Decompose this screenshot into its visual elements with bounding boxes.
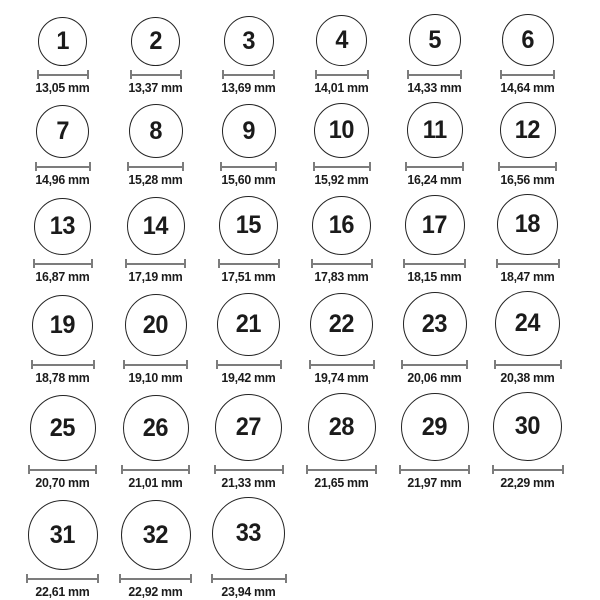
- ring-circle: [34, 198, 91, 255]
- diameter-label: 18,47 mm: [500, 269, 555, 284]
- ring-size-cell: [202, 497, 295, 599]
- dimension-line-bar: [313, 166, 371, 168]
- diameter-label: 14,64 mm: [500, 80, 555, 95]
- ring-size-cell: [109, 17, 202, 95]
- ring-size-cell: [109, 395, 202, 490]
- dimension-line: [28, 465, 97, 474]
- dimension-line: [315, 70, 369, 79]
- ring-circle: [224, 16, 274, 66]
- dimension-line-bar: [315, 74, 369, 76]
- ring-circle: [310, 293, 373, 356]
- ring-size-cell: [388, 393, 481, 490]
- dimension-line: [216, 360, 282, 369]
- dimension-line: [214, 465, 284, 474]
- diameter-label: 18,15 mm: [407, 269, 462, 284]
- dimension-line-bar: [121, 469, 190, 471]
- ring-size-number: 31: [49, 520, 76, 549]
- diameter-label: 15,60 mm: [221, 172, 276, 187]
- ring-size-cell: [481, 291, 574, 385]
- dimension-line: [222, 70, 275, 79]
- dimension-line-bar: [405, 166, 464, 168]
- dimension-line-bar: [214, 469, 284, 471]
- ring-circle: [215, 394, 282, 461]
- dimension-line: [403, 259, 466, 268]
- diameter-label: 19,74 mm: [314, 370, 369, 385]
- ring-size-cell: [481, 102, 574, 187]
- ring-size-row: [16, 392, 600, 490]
- dimension-line: [35, 162, 91, 171]
- ring-size-number: 22: [328, 310, 355, 338]
- dimension-line: [31, 360, 95, 369]
- ring-circle: [403, 292, 467, 356]
- ring-size-cell: [481, 194, 574, 284]
- diameter-label: 15,92 mm: [314, 172, 369, 187]
- ring-circle: [497, 194, 558, 255]
- dimension-line: [211, 574, 287, 583]
- dimension-line: [119, 574, 192, 583]
- dimension-line-bar: [311, 263, 373, 265]
- dimension-line: [492, 465, 564, 474]
- ring-size-cell: [202, 196, 295, 284]
- diameter-label: 21,01 mm: [128, 475, 183, 490]
- ring-circle: [405, 195, 465, 255]
- diameter-label: 20,06 mm: [407, 370, 462, 385]
- ring-circle: [407, 102, 463, 158]
- ring-size-row: [16, 14, 600, 95]
- ring-circle: [127, 197, 185, 255]
- diameter-label: 13,37 mm: [128, 80, 183, 95]
- diameter-label: 17,83 mm: [314, 269, 369, 284]
- diameter-label: 21,65 mm: [314, 475, 369, 490]
- ring-circle: [219, 196, 278, 255]
- ring-circle: [493, 392, 562, 461]
- ring-size-cell: [202, 394, 295, 490]
- ring-size-cell: [295, 293, 388, 385]
- ring-size-number: 7: [56, 117, 69, 145]
- ring-size-number: 17: [421, 210, 448, 239]
- dimension-line-bar: [401, 364, 468, 366]
- ring-size-cell: [388, 195, 481, 284]
- diameter-label: 20,70 mm: [35, 475, 90, 490]
- ring-size-number: 11: [422, 115, 447, 144]
- ring-size-number: 8: [149, 116, 162, 145]
- dimension-line-bar: [216, 364, 282, 366]
- dimension-line: [498, 162, 557, 171]
- ring-size-cell: [16, 105, 109, 187]
- dimension-line: [313, 162, 371, 171]
- dimension-line-bar: [492, 469, 564, 471]
- ring-size-number: 23: [421, 309, 448, 338]
- dimension-line: [407, 70, 462, 79]
- ring-size-cell: [16, 198, 109, 284]
- ring-circle: [28, 500, 98, 570]
- ring-size-cell: [481, 392, 574, 490]
- ring-circle: [121, 500, 191, 570]
- ring-size-number: 25: [49, 413, 76, 442]
- dimension-line-bar: [222, 74, 275, 76]
- ring-size-cell: [109, 104, 202, 187]
- dimension-line-bar: [127, 166, 184, 168]
- diameter-label: 19,10 mm: [128, 370, 183, 385]
- diameter-label: 21,33 mm: [221, 475, 276, 490]
- ring-size-number: 18: [514, 210, 541, 238]
- dimension-line: [130, 70, 182, 79]
- ring-circle: [38, 17, 87, 66]
- ring-circle: [312, 196, 371, 255]
- ring-size-number: 20: [142, 310, 169, 339]
- dimension-line-bar: [403, 263, 466, 265]
- dimension-line: [26, 574, 99, 583]
- dimension-line: [121, 465, 190, 474]
- dimension-line-bar: [407, 74, 462, 76]
- ring-size-cell: [388, 292, 481, 385]
- ring-circle: [316, 15, 367, 66]
- ring-size-cell: [295, 393, 388, 490]
- diameter-label: 16,24 mm: [407, 172, 462, 187]
- diameter-label: 16,87 mm: [35, 269, 90, 284]
- dimension-line-bar: [26, 578, 99, 580]
- diameter-label: 15,28 mm: [128, 172, 183, 187]
- diameter-label: 13,69 mm: [221, 80, 276, 95]
- ring-size-number: 1: [56, 27, 69, 55]
- ring-size-number: 27: [235, 413, 262, 441]
- ring-size-cell: [295, 103, 388, 187]
- ring-size-cell: [202, 293, 295, 385]
- ring-size-number: 4: [335, 26, 348, 54]
- ring-size-cell: [16, 500, 109, 599]
- dimension-line-bar: [306, 469, 377, 471]
- dimension-line: [401, 360, 468, 369]
- dimension-line: [494, 360, 562, 369]
- ring-size-cell: [16, 395, 109, 490]
- ring-circle: [32, 295, 93, 356]
- ring-size-number: 21: [235, 310, 262, 338]
- ring-circle: [36, 105, 89, 158]
- ring-size-number: 26: [142, 413, 169, 442]
- dimension-line-bar: [218, 263, 280, 265]
- ring-size-number: 30: [514, 412, 541, 440]
- ring-size-cell: [16, 295, 109, 385]
- diameter-label: 22,29 mm: [500, 475, 555, 490]
- ring-size-cell: [388, 102, 481, 187]
- diameter-label: 14,01 mm: [314, 80, 369, 95]
- ring-size-number: 13: [49, 212, 76, 240]
- ring-size-cell: [109, 197, 202, 284]
- ring-size-number: 10: [328, 116, 355, 144]
- ring-circle: [123, 395, 189, 461]
- ring-size-cell: [202, 104, 295, 187]
- ring-size-cell: [295, 196, 388, 284]
- diameter-label: 20,38 mm: [500, 370, 555, 385]
- ring-size-number: 16: [328, 211, 355, 239]
- ring-size-number: 2: [149, 27, 162, 55]
- diameter-label: 23,94 mm: [221, 584, 276, 599]
- dimension-line-bar: [309, 364, 375, 366]
- dimension-line: [405, 162, 464, 171]
- ring-size-row: [16, 102, 600, 187]
- ring-circle: [500, 102, 556, 158]
- ring-size-cell: [109, 294, 202, 385]
- ring-size-cell: [481, 14, 574, 95]
- ring-circle: [409, 14, 461, 66]
- diameter-label: 22,92 mm: [128, 584, 183, 599]
- diameter-label: 14,96 mm: [35, 172, 90, 187]
- dimension-line: [306, 465, 377, 474]
- ring-size-number: 12: [514, 115, 541, 144]
- ring-size-number: 15: [235, 211, 262, 239]
- diameter-label: 19,42 mm: [221, 370, 276, 385]
- diameter-label: 14,33 mm: [407, 80, 462, 95]
- dimension-line: [127, 162, 184, 171]
- ring-size-number: 24: [514, 309, 541, 337]
- ring-size-number: 3: [242, 26, 255, 55]
- dimension-line-bar: [31, 364, 95, 366]
- diameter-label: 17,19 mm: [128, 269, 183, 284]
- ring-circle: [308, 393, 376, 461]
- ring-circle: [401, 393, 469, 461]
- dimension-line: [496, 259, 560, 268]
- ring-size-cell: [202, 16, 295, 95]
- dimension-line-bar: [496, 263, 560, 265]
- ring-size-number: 9: [242, 116, 255, 145]
- dimension-line-bar: [28, 469, 97, 471]
- dimension-line: [309, 360, 375, 369]
- ring-size-row: [16, 194, 600, 284]
- dimension-line-bar: [123, 364, 188, 366]
- diameter-label: 18,78 mm: [35, 370, 90, 385]
- dimension-line-bar: [119, 578, 192, 580]
- dimension-line-bar: [33, 263, 93, 265]
- ring-circle: [129, 104, 183, 158]
- ring-size-row: [16, 291, 600, 385]
- dimension-line-bar: [211, 578, 287, 580]
- ring-circle: [131, 17, 180, 66]
- dimension-line-bar: [35, 166, 91, 168]
- dimension-line-bar: [220, 166, 277, 168]
- dimension-line-bar: [130, 74, 182, 76]
- ring-size-cell: [295, 15, 388, 95]
- ring-circle: [217, 293, 280, 356]
- dimension-line-bar: [500, 74, 555, 76]
- dimension-line-bar: [399, 469, 470, 471]
- ring-size-row: [16, 497, 600, 599]
- dimension-line: [220, 162, 277, 171]
- ring-size-number: 6: [521, 25, 534, 54]
- ring-circle: [30, 395, 96, 461]
- dimension-line: [125, 259, 186, 268]
- ring-size-number: 29: [421, 412, 448, 441]
- dimension-line: [218, 259, 280, 268]
- ring-size-number: 28: [328, 412, 355, 441]
- dimension-line: [311, 259, 373, 268]
- ring-circle: [495, 291, 560, 356]
- ring-size-number: 5: [428, 25, 441, 54]
- diameter-label: 13,05 mm: [35, 80, 90, 95]
- dimension-line: [123, 360, 188, 369]
- dimension-line-bar: [125, 263, 186, 265]
- ring-circle: [314, 103, 369, 158]
- diameter-label: 16,56 mm: [500, 172, 555, 187]
- ring-size-number: 33: [235, 519, 262, 547]
- dimension-line: [37, 70, 89, 79]
- dimension-line: [399, 465, 470, 474]
- ring-size-cell: [109, 500, 202, 599]
- ring-circle: [502, 14, 554, 66]
- diameter-label: 17,51 mm: [221, 269, 276, 284]
- ring-size-number: 14: [142, 211, 169, 240]
- dimension-line-bar: [494, 364, 562, 366]
- diameter-label: 22,61 mm: [35, 584, 90, 599]
- dimension-line-bar: [37, 74, 89, 76]
- dimension-line: [33, 259, 93, 268]
- dimension-line: [500, 70, 555, 79]
- dimension-line-bar: [498, 166, 557, 168]
- ring-size-cell: [388, 14, 481, 95]
- ring-size-cell: [16, 17, 109, 95]
- diameter-label: 21,97 mm: [407, 475, 462, 490]
- ring-size-number: 19: [49, 311, 76, 339]
- ring-circle: [212, 497, 285, 570]
- ring-circle: [222, 104, 276, 158]
- ring-size-number: 32: [142, 520, 169, 549]
- ring-circle: [125, 294, 187, 356]
